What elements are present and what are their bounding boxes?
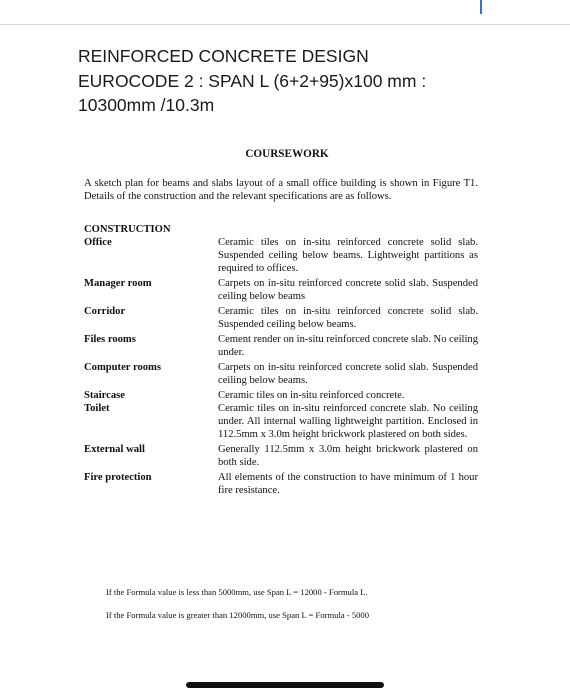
construction-row-office xyxy=(84,236,478,275)
formula-note-1: If the Formula value is less than 5000mm, use Span L = 12000 - Formula L. xyxy=(106,587,368,597)
row-label: Computer rooms xyxy=(84,362,161,373)
construction-row-fire-protection xyxy=(84,471,478,497)
row-label: Office xyxy=(84,237,112,248)
row-description: Ceramic tiles on in-situ reinforced concrete solid slab. Suspended ceiling below beams. xyxy=(218,306,478,330)
row-description: Ceramic tiles on in-situ reinforced concrete slab. No ceiling under. All internal walling lightweight partition. Enclosed in 112.5mm x 3.0m height brickwork plastered on both sides. xyxy=(218,403,478,440)
row-description: Cement render on in-situ reinforced concrete slab. No ceiling under. xyxy=(218,334,478,358)
construction-heading: CONSTRUCTION xyxy=(84,224,171,235)
construction-row-corridor xyxy=(84,305,478,331)
row-label: Staircase xyxy=(84,390,125,401)
text-cursor xyxy=(480,0,482,14)
top-divider xyxy=(0,24,570,25)
row-label: Fire protection xyxy=(84,472,152,483)
row-label: Toilet xyxy=(84,403,110,414)
construction-row-toilet xyxy=(84,402,478,441)
heading-line-2: EUROCODE 2 : SPAN L (6+2+95)x100 mm : xyxy=(78,70,427,91)
row-description: Carpets on in-situ reinforced concrete solid slab. Suspended ceiling below beams. xyxy=(218,362,478,386)
row-description: Ceramic tiles on in-situ reinforced concrete solid slab. Suspended ceiling below beams. Lightweight partitions as required to offices. xyxy=(218,237,478,274)
coursework-document xyxy=(84,148,478,497)
construction-row-computer-rooms xyxy=(84,361,478,387)
row-description: Ceramic tiles on in-situ reinforced concrete. xyxy=(218,390,405,401)
heading-line-1: REINFORCED CONCRETE DESIGN xyxy=(78,46,369,66)
row-label: Files rooms xyxy=(84,334,136,345)
row-label: Manager room xyxy=(84,278,152,289)
heading-line-3: 10300mm /10.3m xyxy=(78,95,215,115)
row-description: Generally 112.5mm x 3.0m height brickwork plastered on both side. xyxy=(218,444,478,468)
row-description: All elements of the construction to have minimum of 1 hour fire resistance. xyxy=(218,472,478,496)
construction-row-external-wall xyxy=(84,443,478,469)
row-description: Carpets on in-situ reinforced concrete solid slab. Suspended ceiling below beams xyxy=(218,278,478,302)
formula-note-2: If the Formula value is greater than 12000mm, use Span L = Formula - 5000 xyxy=(106,610,370,620)
row-label: External wall xyxy=(84,444,145,455)
home-indicator-bar[interactable] xyxy=(186,682,384,688)
coursework-title: COURSEWORK xyxy=(245,148,329,160)
intro-paragraph: A sketch plan for beams and slabs layout of a small office building is shown in Figure T1. Details of the construction and the relevant specifications are as follows. xyxy=(84,178,478,202)
question-heading xyxy=(78,44,538,118)
construction-row-files-rooms xyxy=(84,333,478,359)
construction-row-staircase xyxy=(84,389,478,402)
construction-row-manager-room xyxy=(84,277,478,303)
formula-notes xyxy=(106,587,486,633)
row-label: Corridor xyxy=(84,306,126,317)
